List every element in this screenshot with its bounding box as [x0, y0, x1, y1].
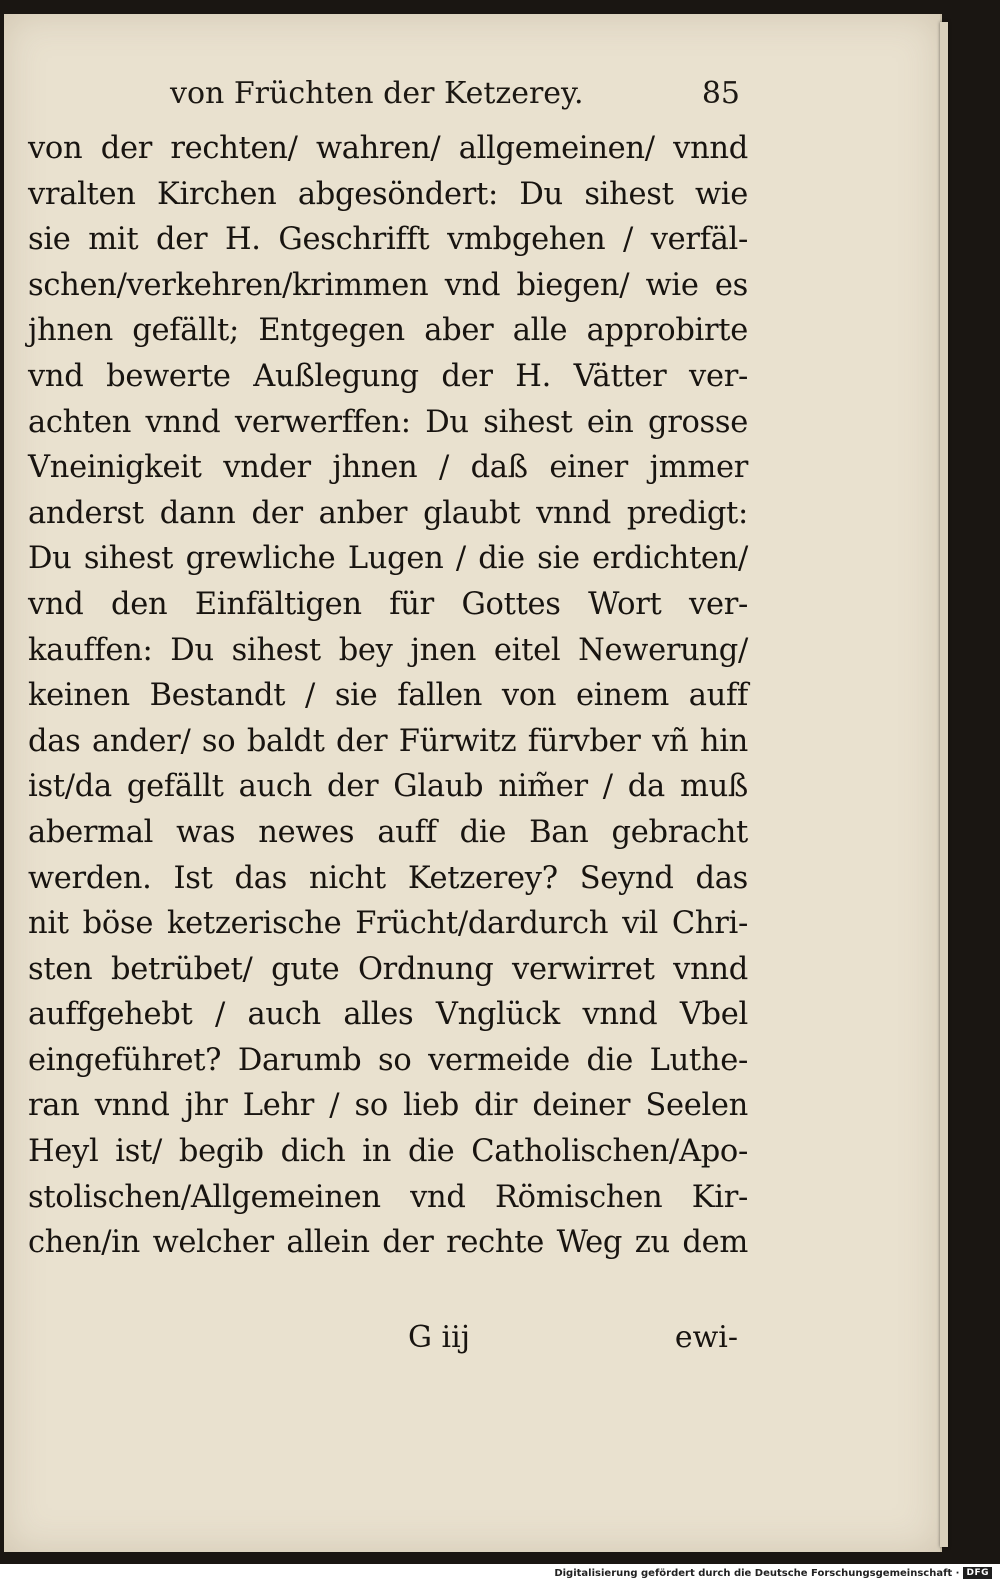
text-line: ist/da gefällt auch der Glaub nim̃er / da muß [28, 769, 748, 805]
running-head [160, 68, 740, 118]
text-line: nit böse ketzerische Frücht/dardurch vil Chri- [28, 906, 748, 942]
text-line: schen/verkehren/krimmen vnd biegen/ wie es [28, 267, 748, 303]
text-line: ran vnnd jhr Lehr / so lieb dir deiner Seelen [28, 1088, 748, 1124]
text-line: kauffen: Du sihest bey jnen eitel Newerung/ [28, 632, 748, 668]
catch-row [28, 1314, 738, 1364]
text-line: vralten Kirchen abgesöndert: Du sihest wie [28, 176, 748, 212]
page-edge [940, 22, 948, 1547]
text-line: sie mit der H. Geschrifft vmbgehen / verfäl- [28, 222, 748, 258]
signature-mark: G iij [408, 1320, 470, 1355]
text-line: vnd bewerte Außlegung der H. Vätter ver- [28, 358, 748, 394]
text-line: werden. Ist das nicht Ketzerey? Seynd das [28, 860, 748, 896]
text-line: Du sihest grewliche Lugen / die sie erdichten/ [28, 541, 748, 577]
text-line: sten betrübet/ gute Ordnung verwirret vnnd [28, 951, 748, 987]
catchword: ewi- [674, 1320, 738, 1355]
dfg-logo: DFG [963, 1567, 992, 1579]
text-line: von der rechten/ wahren/ allgemeinen/ vnnd [28, 131, 748, 166]
text-block [28, 126, 748, 1266]
text-line: das ander/ so baldt der Fürwitz fürvber vñ hin [28, 723, 748, 759]
text-line: vnd den Einfältigen für Gottes Wort ver- [28, 586, 748, 622]
text-line: achten vnnd verwerffen: Du sihest ein grosse [28, 404, 748, 440]
text-line: eingeführet? Darumb so vermeide die Luthe- [28, 1042, 748, 1078]
running-head-title: von Früchten der Ketzerey. [170, 76, 584, 111]
text-line: stolischen/Allgemeinen vnd Römischen Kir- [28, 1179, 748, 1215]
text-line: anderst dann der anber glaubt vnnd predigt: [28, 495, 748, 531]
digitization-footer [554, 1564, 992, 1582]
page-number: 85 [701, 76, 740, 111]
text-line: abermal was newes auff die Ban gebracht [28, 814, 748, 850]
footer-credit: Digitalisierung gefördert durch die Deutsche Forschungsgemeinschaft · [554, 1567, 960, 1579]
text-line: auffgehebt / auch alles Vnglück vnnd Vbel [28, 997, 748, 1033]
text-line: Vneinigkeit vnder jhnen / daß einer jmmer [28, 450, 748, 486]
text-line: Heyl ist/ begib dich in die Catholischen/Apo- [28, 1134, 748, 1170]
text-line: chen/in welcher allein der rechte Weg zu dem [28, 1225, 748, 1261]
text-line: jhnen gefällt; Entgegen aber alle approbirte [28, 313, 748, 349]
text-line: keinen Bestandt / sie fallen von einem auff [28, 678, 748, 714]
